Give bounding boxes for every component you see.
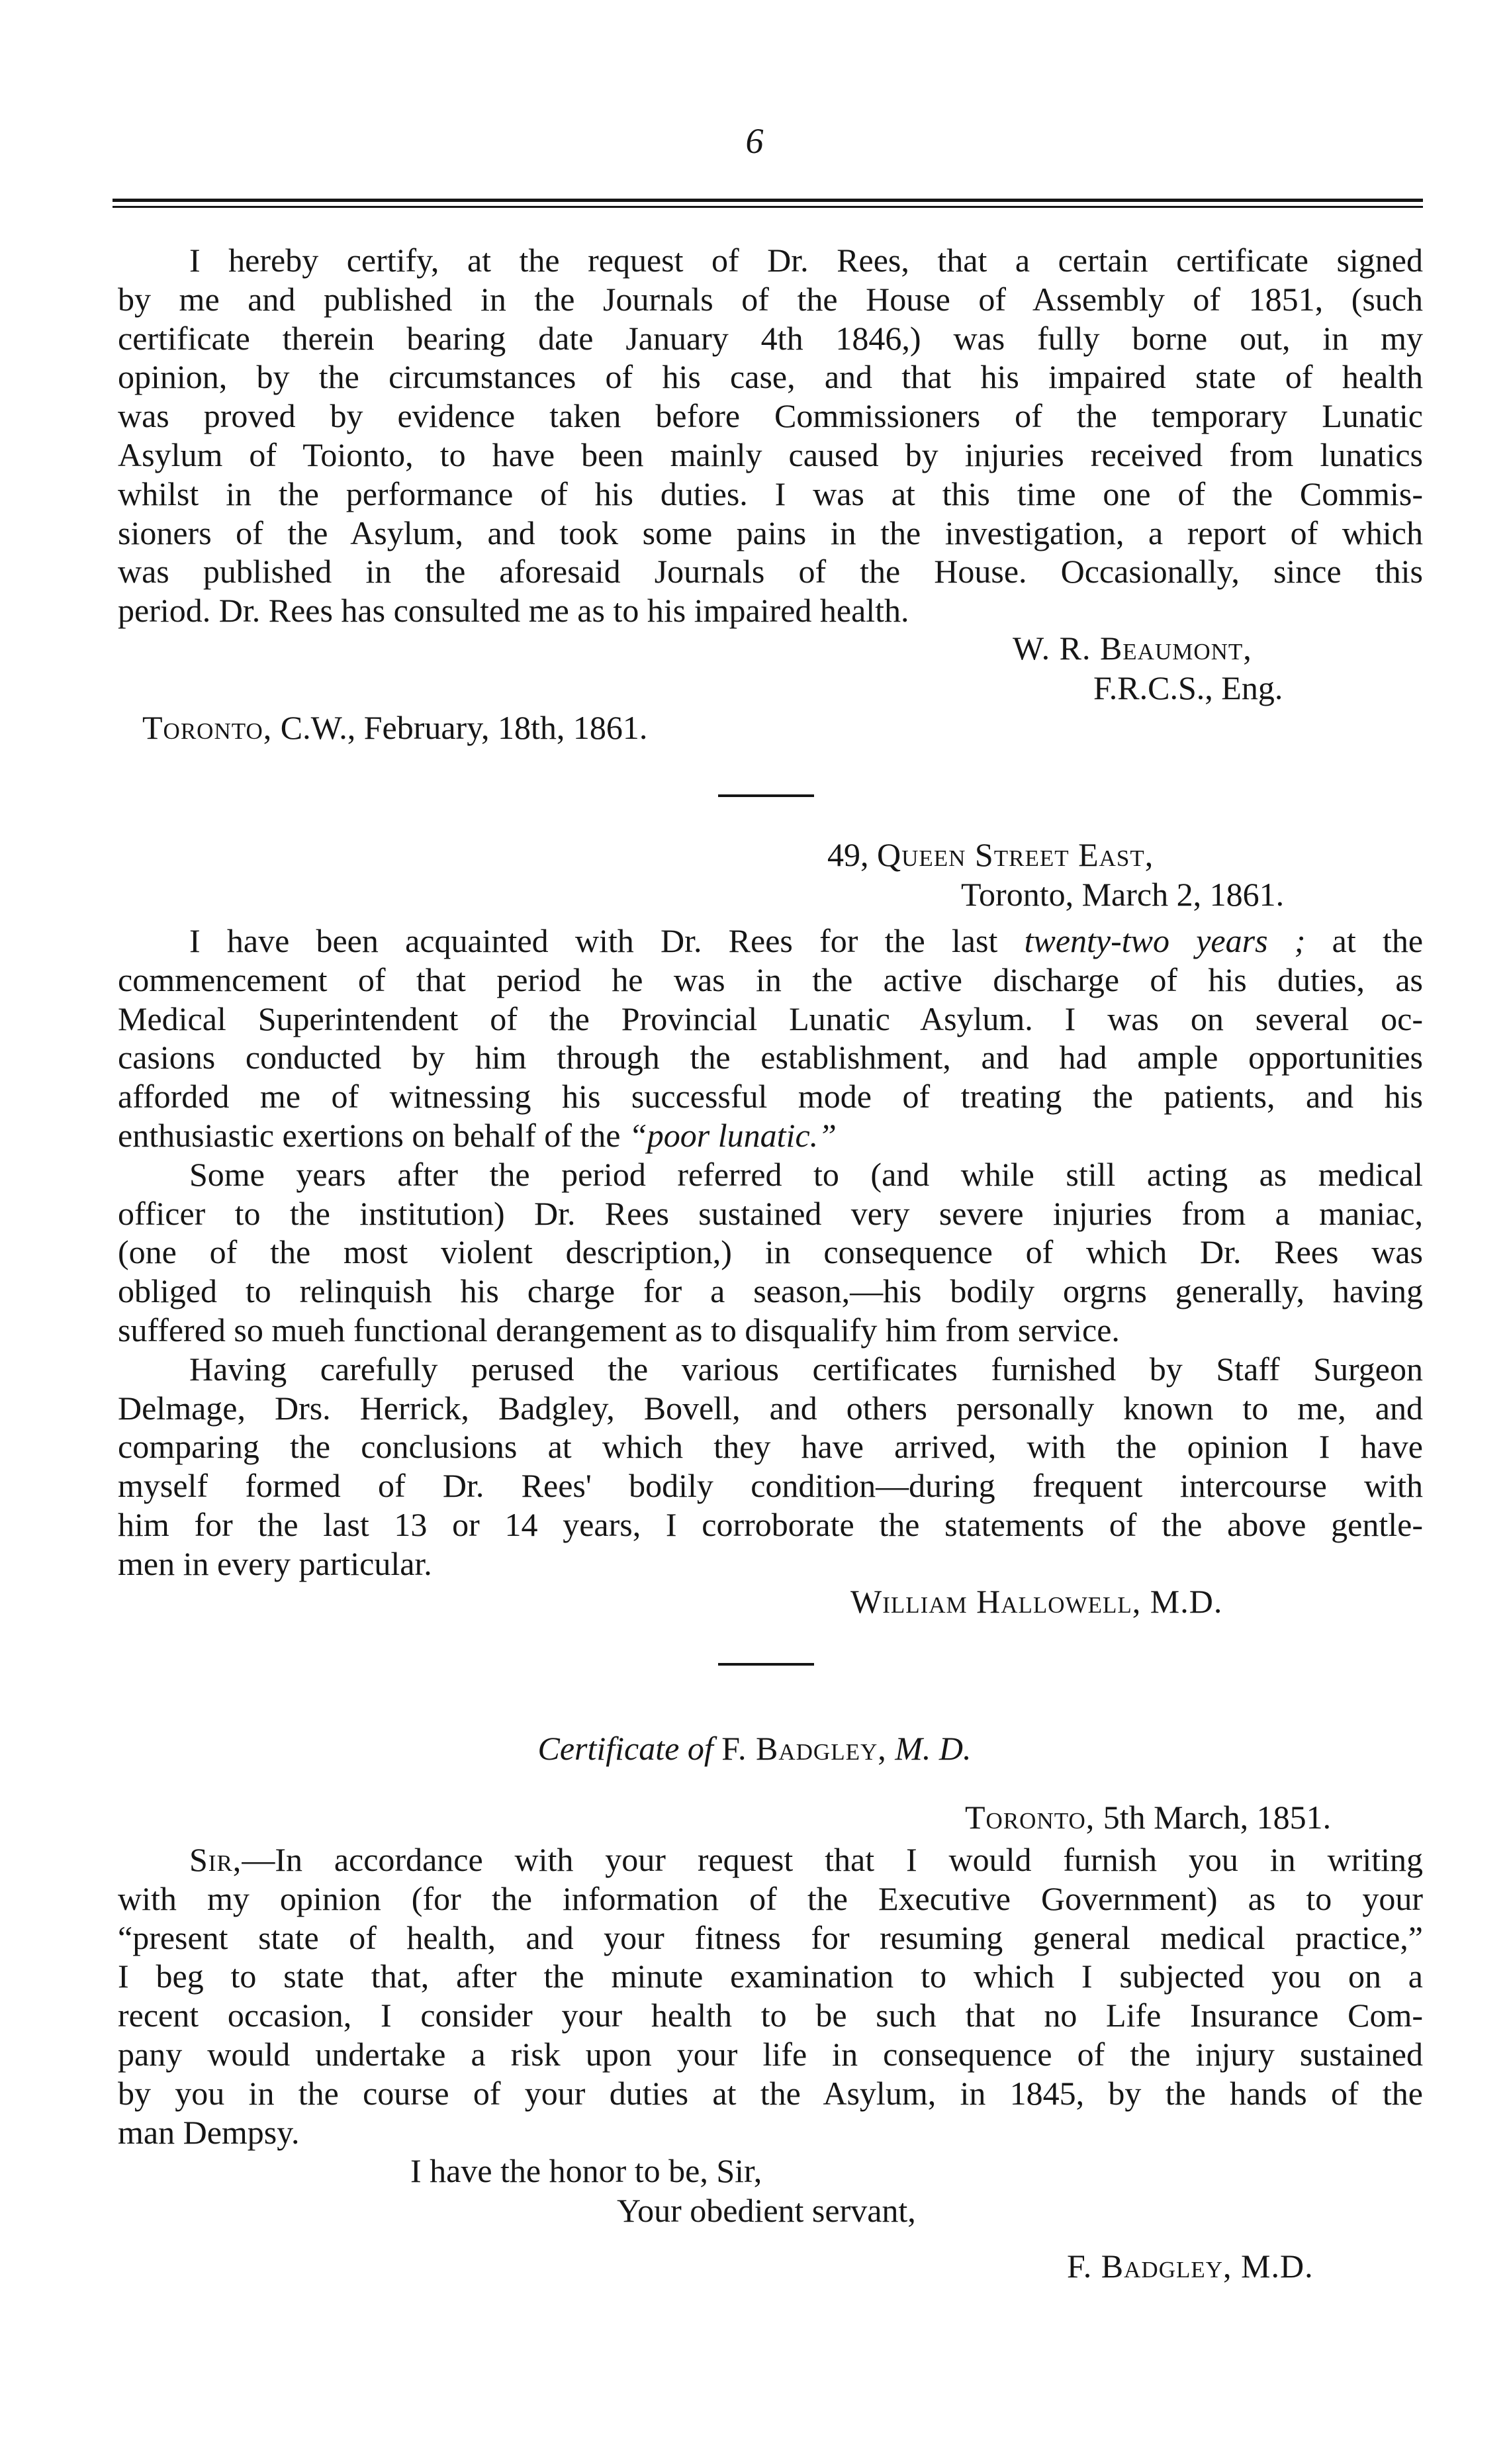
text-line: (one of the most violent description,) in consequence of which Dr. Rees was xyxy=(118,1233,1423,1271)
text-line: was proved by evidence taken before Commissioners of the temporary Lunatic xyxy=(118,397,1423,435)
dateline-place: Toronto, xyxy=(965,1799,1095,1836)
closing-line-2: Your obedient servant, xyxy=(617,2192,916,2229)
heading-name: F. Badgley, xyxy=(721,1730,887,1767)
text-line: him for the last 13 or 14 years, I corroborate the statements of the above gentle- xyxy=(118,1505,1423,1543)
text-line: “present state of health, and your fitness for resuming general medical practice,” xyxy=(118,1919,1423,1956)
address-number: 49, xyxy=(827,836,869,873)
hallowell-signature: William Hallowell, M.D. xyxy=(850,1583,1223,1620)
header-double-rule xyxy=(113,199,1423,208)
heading-degree: M. D. xyxy=(895,1730,972,1767)
beaumont-signature-title: F.R.C.S., Eng. xyxy=(1093,669,1283,706)
salutation: Sir, xyxy=(189,1841,242,1878)
text-line: was published in the aforesaid Journals of the House. Occasionally, since this xyxy=(118,553,1423,591)
text-line: I hereby certify, at the request of Dr. Rees, that a certain certificate signed xyxy=(189,242,1423,279)
text-line: recent occasion, I consider your health to be such that no Life Insurance Com- xyxy=(118,1997,1423,2034)
text-line: myself formed of Dr. Rees' bodily condition—during frequent intercourse with xyxy=(118,1467,1423,1505)
text-line: by me and published in the Journals of the House of Assembly of 1851, (such xyxy=(118,280,1423,318)
heading-certificate-of: Certificate of xyxy=(537,1730,713,1767)
text-line: opinion, by the circumstances of his case, and that his impaired state of health xyxy=(118,358,1423,396)
text-line: by you in the course of your duties at the Asylum, in 1845, by the hands of the xyxy=(118,2074,1423,2112)
beaumont-signature-name: W. R. Beaumont, xyxy=(1013,630,1252,667)
text-line: with my opinion (for the information of the Executive Government) as to your xyxy=(118,1879,1423,1917)
badgley-certificate-heading xyxy=(0,1729,1509,1768)
text-line: suffered so mueh functional derangement as to disqualify him from service. xyxy=(118,1311,1120,1349)
text-line: Delmage, Drs. Herrick, Badgley, Bovell, and others personally known to me, and xyxy=(118,1389,1423,1427)
dateline-date: C.W., February, 18th, 1861. xyxy=(280,709,648,746)
badgley-dateline xyxy=(965,1798,1331,1836)
hallowell-address xyxy=(827,835,1154,874)
page-number: 6 xyxy=(745,121,764,161)
section-divider xyxy=(718,794,814,797)
text-line: pany would undertake a risk upon your life in consequence of the injury sustained xyxy=(118,2035,1423,2073)
text-line: afforded me of witnessing his successful mode of treating the patients, and his xyxy=(118,1078,1423,1115)
text-line: period. Dr. Rees has consulted me as to his impaired health. xyxy=(118,592,909,630)
text-line: comparing the conclusions at which they have arrived, with the opinion I have xyxy=(118,1428,1423,1466)
text-line: enthusiastic exertions on behalf of the “poor lunatic.” xyxy=(118,1116,837,1154)
beaumont-certificate-body xyxy=(118,241,1423,630)
text-line: certificate therein bearing date January 4th 1846,) was fully borne out, in my xyxy=(118,319,1423,357)
text-line: I beg to state that, after the minute examination to which I subjected you on a xyxy=(118,1958,1423,1995)
text-line: Asylum of Toionto, to have been mainly caused by injuries received from lunatics xyxy=(118,436,1423,473)
badgley-letter-body xyxy=(118,1840,1423,2152)
beaumont-dateline xyxy=(142,708,647,747)
text-line: casions conducted by him through the establishment, and had ample opportunities xyxy=(118,1039,1423,1076)
text-line: Having carefully perused the various certificates furnished by Staff Surgeon xyxy=(189,1350,1423,1388)
text-line: I have been acquainted with Dr. Rees for the last twenty-two years ; at the xyxy=(189,922,1423,959)
badgley-signature: F. Badgley, M.D. xyxy=(1067,2248,1314,2285)
address-street: Queen Street East, xyxy=(877,836,1154,873)
text-line: man Dempsy. xyxy=(118,2113,300,2151)
section-divider xyxy=(718,1663,814,1666)
closing-line-1: I have the honor to be, Sir, xyxy=(410,2152,762,2189)
text-line: Some years after the period referred to (and while still acting as medical xyxy=(189,1155,1423,1193)
text-line: officer to the institution) Dr. Rees sustained very severe injuries from a maniac, xyxy=(118,1194,1423,1232)
text-line: obliged to relinquish his charge for a season,—his bodily orgrns generally, having xyxy=(118,1272,1423,1310)
text-line: commencement of that period he was in the active discharge of his duties, as xyxy=(118,961,1423,998)
text-line: men in every particular. xyxy=(118,1544,432,1582)
hallowell-certificate-body xyxy=(118,922,1423,1584)
dateline-place: Toronto, xyxy=(142,709,273,746)
text-line: sioners of the Asylum, and took some pains in the investigation, a report of which xyxy=(118,514,1423,551)
text-line: Sir,—In accordance with your request that I would furnish you in writing xyxy=(189,1841,1423,1878)
text-line: Medical Superintendent of the Provincial Lunatic Asylum. I was on several oc- xyxy=(118,1000,1423,1037)
dateline-date: 5th March, 1851. xyxy=(1103,1799,1332,1836)
text-line: whilst in the performance of his duties. I was at this time one of the Commis- xyxy=(118,475,1423,512)
hallowell-address-date: Toronto, March 2, 1861. xyxy=(961,876,1285,913)
